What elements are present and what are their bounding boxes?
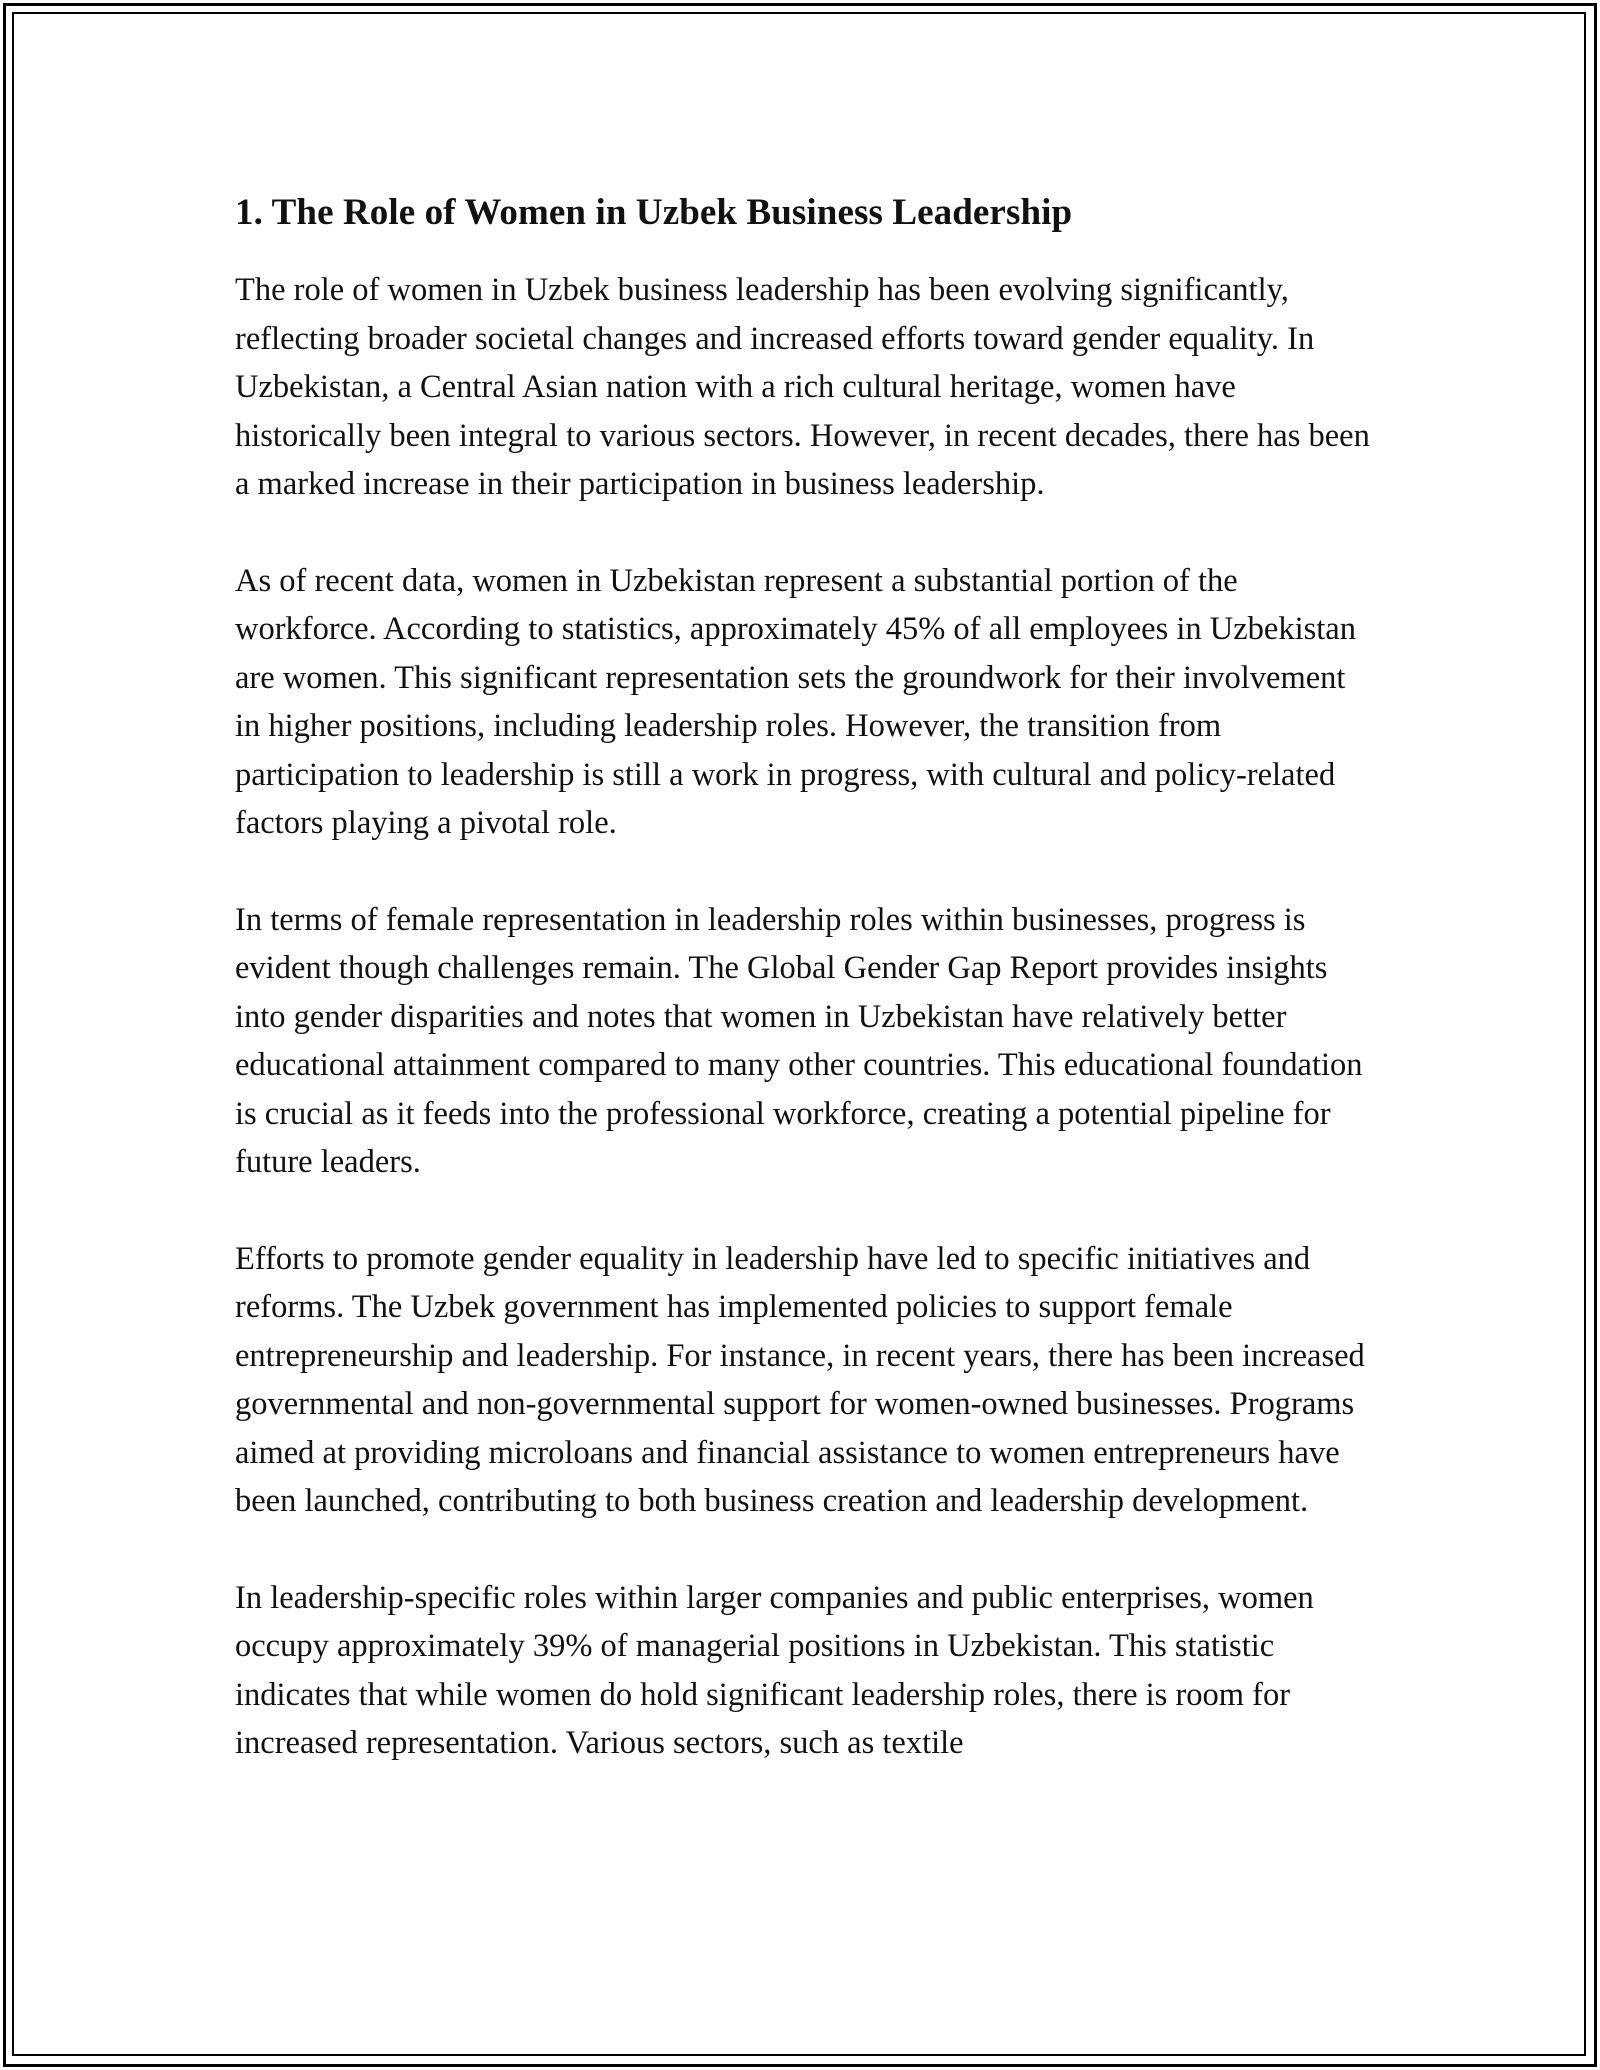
- paragraph-managerial: In leadership-specific roles within larger companies and public enterprises, women occupy approximately 39% of managerial positions in Uzbekistan. This statistic indicates that while women do hold significant leadership roles, there is room for increased representation. Various sectors, such as textile: [235, 1579, 1314, 1761]
- paragraph-workforce: As of recent data, women in Uzbekistan represent a substantial portion of the workforce. According to statistics, approximately 45% of all employees in Uzbekistan are women. This significant representation sets the groundwork for their involvement in higher positions, including leadership roles. However, the transition from participation to leadership is still a work in progress, with cultural and policy-related factors playing a pivotal role.: [235, 562, 1356, 841]
- paragraph-initiatives: Efforts to promote gender equality in leadership have led to specific initiatives and reforms. The Uzbek government has implemented policies to support female entrepreneurship and leadership. For instance, in recent years, there has been increased governmental and non-governmental support for women-owned businesses. Programs aimed at providing microloans and financial assistance to women entrepreneurs have been launched, contributing to both business creation and leadership development.: [235, 1240, 1365, 1519]
- section-heading: 1. The Role of Women in Uzbek Business Leadership: [235, 192, 1073, 233]
- paragraph-representation: In terms of female representation in leadership roles within businesses, progress is evident though challenges remain. The Global Gender Gap Report provides insights into gender disparities and notes that women in Uzbekistan have relatively better educational attainment compared to many other countries. This educational foundation is crucial as it feeds into the professional workforce, creating a potential pipeline for future leaders.: [235, 901, 1363, 1180]
- document-body: [235, 186, 1375, 1816]
- paragraph-intro: The role of women in Uzbek business leadership has been evolving significantly, reflecting broader societal changes and increased efforts toward gender equality. In Uzbekistan, a Central Asian nation with a rich cultural heritage, women have historically been integral to various sectors. However, in recent decades, there has been a marked increase in their participation in business leadership.: [235, 272, 1370, 502]
